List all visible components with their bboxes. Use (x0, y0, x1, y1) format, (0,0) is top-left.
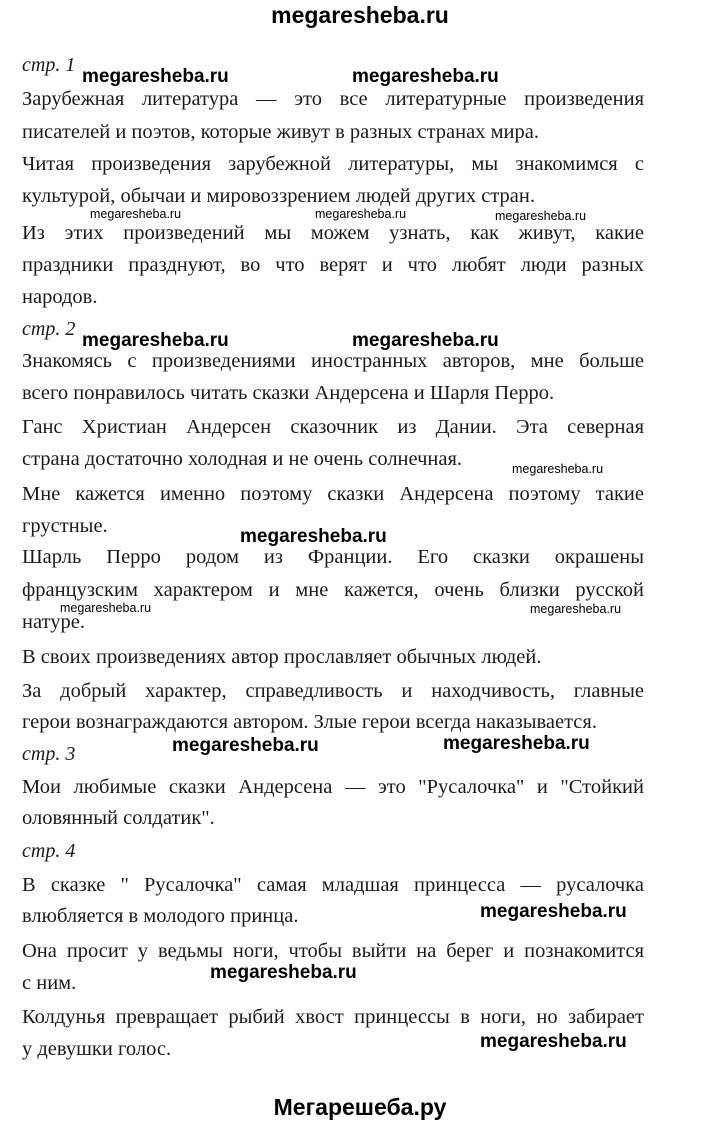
watermark: megaresheba.ru (443, 733, 590, 754)
watermark: megaresheba.ru (90, 207, 182, 221)
watermark: megaresheba.ru (60, 601, 152, 615)
watermark: megaresheba.ru (240, 526, 387, 547)
text-line: французским характером и мне кажется, очень близки русской (22, 579, 644, 601)
watermark: megaresheba.ru (210, 962, 357, 983)
text-line: у девушки голос. (22, 1038, 172, 1060)
watermark: megaresheba.ru (352, 330, 499, 351)
text-line: страна достаточно холодная и не очень солнечная. (22, 448, 463, 470)
text-line: Она просит у ведьмы ноги, чтобы выйти на берег и познакомится (22, 940, 644, 962)
watermark: megaresheba.ru (530, 602, 622, 616)
text-line: народов. (22, 286, 98, 308)
watermark: megaresheba.ru (352, 66, 499, 87)
site-header: megaresheba.ru (271, 2, 449, 28)
text-line: За добрый характер, справедливость и находчивость, главные (22, 680, 644, 702)
text-line: Зарубежная литература — это все литературные произведения (22, 88, 644, 110)
text-line: Мои любимые сказки Андерсена — это "Русалочка" и "Стойкий (22, 776, 644, 798)
text-line: натуре. (22, 611, 85, 633)
site-footer: Мегарешеба.ру (273, 1094, 447, 1120)
watermark: megaresheba.ru (480, 901, 627, 922)
text-line: культурой, обычаи и мировоззрением людей других стран. (22, 185, 535, 207)
text-line: писателей и поэтов, которые живут в разных странах мира. (22, 121, 539, 143)
section-label: стр. 2 (22, 318, 76, 340)
section-label: стр. 1 (22, 54, 76, 76)
watermark: megaresheba.ru (495, 209, 587, 223)
text-line: Шарль Перро родом из Франции. Его сказки окрашены (22, 546, 644, 568)
text-line: грустные. (22, 515, 108, 537)
text-line: Ганс Христиан Андерсен сказочник из Дании. Эта северная (22, 416, 644, 438)
watermark: megaresheba.ru (82, 66, 229, 87)
watermark: megaresheba.ru (82, 330, 229, 351)
text-line: всего понравилось читать сказки Андерсена и Шарля Перро. (22, 382, 555, 404)
section-label: стр. 4 (22, 840, 76, 862)
text-line: праздники празднуют, во что верят и что любят люди разных (22, 254, 644, 276)
text-line: В своих произведениях автор прославляет обычных людей. (22, 646, 542, 668)
text-line: Знакомясь с произведениями иностранных авторов, мне больше (22, 350, 644, 372)
text-line: с ним. (22, 972, 77, 994)
text-line: В сказке " Русалочка" самая младшая принцесса — русалочка (22, 874, 644, 896)
text-line: герои вознаграждаются автором. Злые герои всегда наказывается. (22, 711, 597, 733)
watermark: megaresheba.ru (480, 1031, 627, 1052)
watermark: megaresheba.ru (172, 735, 319, 756)
text-line: оловянный солдатик". (22, 807, 215, 829)
text-line: Колдунья превращает рыбий хвост принцессы в ноги, но забирает (22, 1006, 644, 1028)
text-line: Из этих произведений мы можем узнать, как живут, какие (22, 222, 644, 244)
watermark: megaresheba.ru (512, 462, 604, 476)
section-label: стр. 3 (22, 743, 76, 765)
text-line: влюбляется в молодого принца. (22, 905, 299, 927)
text-line: Мне кажется именно поэтому сказки Андерсена поэтому такие (22, 483, 644, 505)
text-line: Читая произведения зарубежной литературы, мы знакомимся с (22, 153, 644, 175)
watermark: megaresheba.ru (315, 207, 407, 221)
